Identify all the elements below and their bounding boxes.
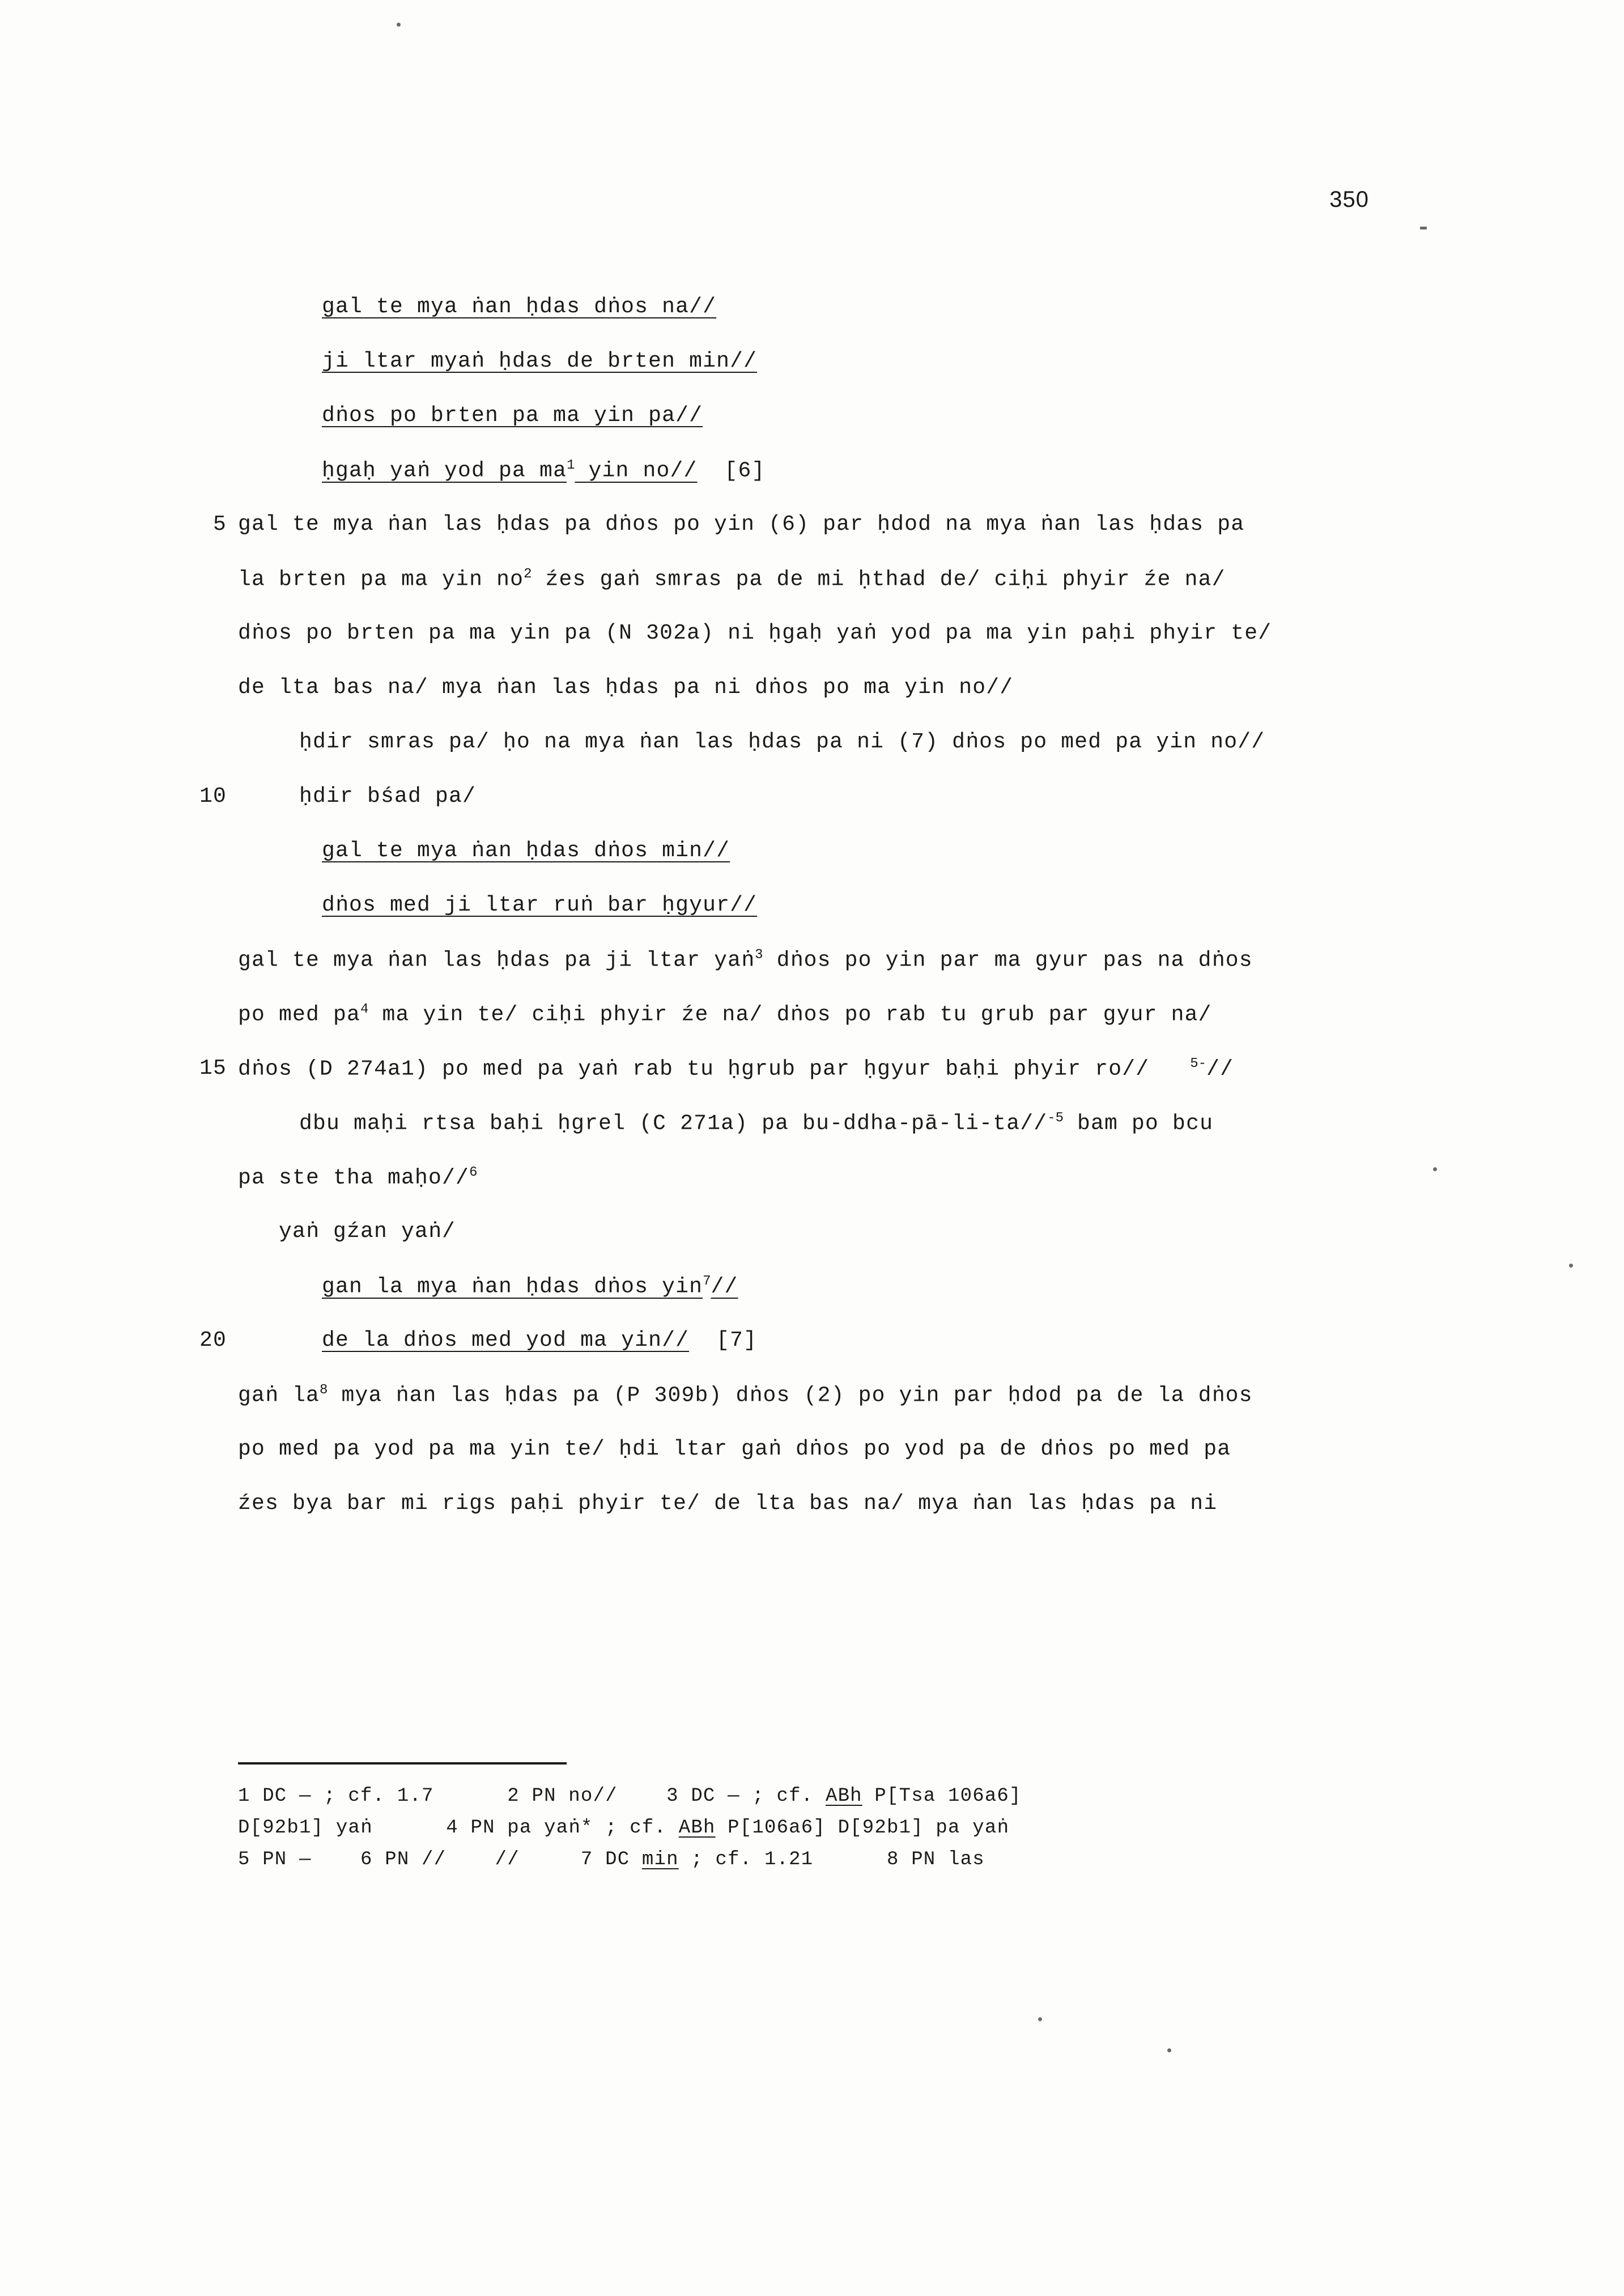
line-segment: źes bya bar mi rigs paḥi phyir te/ de lta bas na/ mya ṅan las ḥdas pa ni bbox=[238, 1491, 1218, 1516]
line-segment: gal te mya ṅan las ḥdas pa dṅos po yin (6) par ḥdod na mya ṅan las ḥdas pa bbox=[238, 512, 1245, 537]
footnote-marker: 4 bbox=[360, 1002, 369, 1017]
text-line bbox=[238, 947, 1405, 1002]
footnote-2-text-a: D[92b1] yaṅ 4 PN pa yaṅ* ; cf. bbox=[238, 1817, 679, 1839]
text-line bbox=[238, 1274, 1405, 1328]
line-segment: dṅos (D 274a1) po med pa yaṅ rab tu ḥgrub par ḥgyur baḥi phyir ro// bbox=[238, 1057, 1191, 1082]
footnote-1-text-a: 1 DC — ; cf. 1.7 2 PN no// 3 DC — ; cf. bbox=[238, 1785, 826, 1807]
text-line bbox=[238, 839, 1405, 893]
scan-speck bbox=[1167, 2048, 1171, 2052]
line-text bbox=[238, 295, 716, 319]
line-text bbox=[238, 512, 1244, 537]
footnote-2-text-b: P[106a6] D[92b1] pa yaṅ bbox=[715, 1817, 1010, 1839]
line-text bbox=[238, 1328, 757, 1353]
footnote-line-3 bbox=[238, 1844, 1405, 1876]
line-text bbox=[238, 1383, 1253, 1408]
line-text bbox=[238, 1002, 1212, 1027]
footnote-line-2 bbox=[238, 1812, 1405, 1844]
line-segment-cont: ma yin te/ ciḥi phyir źe na/ dṅos po rab tu grub par gyur na/ bbox=[368, 1002, 1212, 1027]
verse-bracket: [6] bbox=[697, 458, 766, 483]
line-segment: po med pa bbox=[238, 1002, 361, 1027]
line-text bbox=[238, 675, 1013, 700]
footnote-3-text-a: 5 PN — 6 PN // // 7 DC bbox=[238, 1849, 642, 1870]
text-line bbox=[238, 1165, 1405, 1219]
text-line bbox=[238, 675, 1405, 730]
footnote-marker: 3 bbox=[755, 947, 763, 963]
line-segment: ḥgaḥ yaṅ yod pa ma bbox=[322, 458, 567, 483]
footnotes-block bbox=[238, 1762, 1405, 1876]
line-segment-cont: bam po bcu bbox=[1064, 1111, 1214, 1136]
line-text bbox=[238, 1274, 738, 1299]
text-line bbox=[238, 1002, 1405, 1056]
line-segment: ḥdir smras pa/ ḥo na mya ṅan las ḥdas pa ni (7) dṅos po med pa yin no// bbox=[299, 730, 1265, 754]
text-line bbox=[199, 1328, 1405, 1383]
footnote-marker: 8 bbox=[320, 1383, 328, 1398]
footnote-3-text-b: ; cf. 1.21 8 PN las bbox=[678, 1849, 985, 1870]
line-number: 10 bbox=[199, 784, 227, 809]
footnote-2-abbrev: ABh bbox=[678, 1817, 716, 1839]
line-segment: de lta bas na/ mya ṅan las ḥdas pa ni dṅos po ma yin no// bbox=[238, 675, 1014, 700]
text-line bbox=[238, 349, 1405, 403]
line-segment: ji ltar myaṅ ḥdas de brten min// bbox=[322, 349, 758, 373]
footnote-marker: 1 bbox=[567, 458, 575, 473]
line-segment: dbu maḥi rtsa baḥi ḥgrel (C 271a) pa bu-ddha-pā-li-ta// bbox=[299, 1111, 1048, 1136]
text-line bbox=[238, 458, 1405, 512]
line-segment: yaṅ gźan yaṅ/ bbox=[279, 1219, 456, 1244]
footnote-marker: 7 bbox=[703, 1274, 711, 1289]
line-segment: de la dṅos med yod ma yin// bbox=[322, 1328, 690, 1353]
line-segment: gaṅ la bbox=[238, 1383, 320, 1408]
line-segment-cont: // bbox=[1206, 1057, 1234, 1082]
line-segment: ḥdir bśad pa/ bbox=[299, 784, 477, 809]
text-line bbox=[238, 893, 1405, 947]
text-line bbox=[238, 621, 1405, 675]
line-text bbox=[238, 1491, 1217, 1516]
scan-speck bbox=[1569, 1264, 1573, 1268]
verse-bracket: [7] bbox=[689, 1328, 758, 1353]
footnote-marker: 5- bbox=[1190, 1056, 1207, 1072]
line-segment: po med pa yod pa ma yin te/ ḥdi ltar gaṅ dṅos po yod pa de dṅos po med pa bbox=[238, 1437, 1231, 1461]
line-number: 15 bbox=[199, 1056, 227, 1081]
line-text bbox=[238, 1056, 1234, 1082]
page-number: 350 bbox=[1329, 187, 1369, 212]
line-segment-cont: mya ṅan las ḥdas pa (P 309b) dṅos (2) po yin par ḥdod pa de la dṅos bbox=[328, 1383, 1253, 1408]
line-number: 5 bbox=[212, 512, 227, 537]
text-line bbox=[199, 1056, 1405, 1111]
line-text bbox=[238, 839, 730, 863]
line-text bbox=[238, 403, 703, 428]
line-text bbox=[238, 893, 757, 917]
scan-speck bbox=[1433, 1167, 1437, 1171]
text-line bbox=[238, 295, 1405, 349]
line-text bbox=[238, 349, 757, 373]
line-text bbox=[238, 947, 1253, 973]
text-line bbox=[212, 512, 1405, 567]
text-line bbox=[238, 730, 1405, 784]
line-text bbox=[238, 1219, 456, 1244]
text-line bbox=[238, 1437, 1405, 1491]
line-text bbox=[238, 1111, 1213, 1136]
line-text bbox=[238, 458, 766, 483]
line-segment: gan la mya ṅan ḥdas dṅos yin bbox=[322, 1274, 703, 1299]
line-segment-cont: // bbox=[711, 1274, 738, 1299]
footnote-line-1 bbox=[238, 1780, 1405, 1812]
footnote-3-word: min bbox=[641, 1849, 679, 1870]
footnote-1-text-b: P[Tsa 106a6] bbox=[862, 1785, 1022, 1807]
text-line bbox=[238, 1111, 1405, 1165]
line-segment: pa ste tha maḥo// bbox=[238, 1166, 470, 1190]
line-number: 20 bbox=[199, 1328, 227, 1353]
line-text bbox=[238, 1165, 477, 1190]
line-segment: gal te mya ṅan las ḥdas pa ji ltar yaṅ bbox=[238, 948, 755, 973]
line-segment: la brten pa ma yin no bbox=[238, 567, 524, 592]
line-segment-cont: źes gaṅ smras pa de mi ḥthad de/ ciḥi phyir źe na/ bbox=[532, 567, 1226, 592]
scan-speck bbox=[1038, 2017, 1042, 2021]
text-body bbox=[199, 295, 1405, 1546]
line-text bbox=[238, 621, 1272, 645]
line-segment: dṅos po brten pa ma yin pa// bbox=[322, 403, 703, 428]
line-segment: dṅos med ji ltar ruṅ bar ḥgyur// bbox=[322, 893, 758, 917]
line-text bbox=[238, 784, 476, 809]
scan-speck bbox=[397, 23, 401, 27]
line-text bbox=[238, 730, 1265, 754]
line-text bbox=[238, 567, 1226, 592]
line-segment-cont: yin no// bbox=[575, 458, 698, 483]
line-text bbox=[238, 1437, 1231, 1461]
line-segment-cont: dṅos po yin par ma gyur pas na dṅos bbox=[763, 948, 1253, 973]
text-line bbox=[238, 403, 1405, 458]
text-line bbox=[238, 1383, 1405, 1437]
text-line bbox=[199, 784, 1405, 839]
footnote-marker: -5 bbox=[1047, 1111, 1064, 1126]
scan-speck bbox=[1420, 227, 1427, 229]
line-segment: gal te mya ṅan ḥdas dṅos na// bbox=[322, 295, 717, 319]
footnote-divider bbox=[238, 1762, 567, 1764]
text-line bbox=[238, 1491, 1405, 1546]
footnote-marker: 2 bbox=[524, 567, 532, 582]
text-line bbox=[238, 1219, 1405, 1274]
text-line bbox=[238, 567, 1405, 621]
line-segment: dṅos po brten pa ma yin pa (N 302a) ni ḥgaḥ yaṅ yod pa ma yin paḥi phyir te/ bbox=[238, 621, 1272, 645]
footnote-1-abbrev: ABh bbox=[825, 1785, 862, 1807]
line-segment: gal te mya ṅan ḥdas dṅos min// bbox=[322, 839, 730, 863]
footnote-marker: 6 bbox=[469, 1165, 478, 1180]
